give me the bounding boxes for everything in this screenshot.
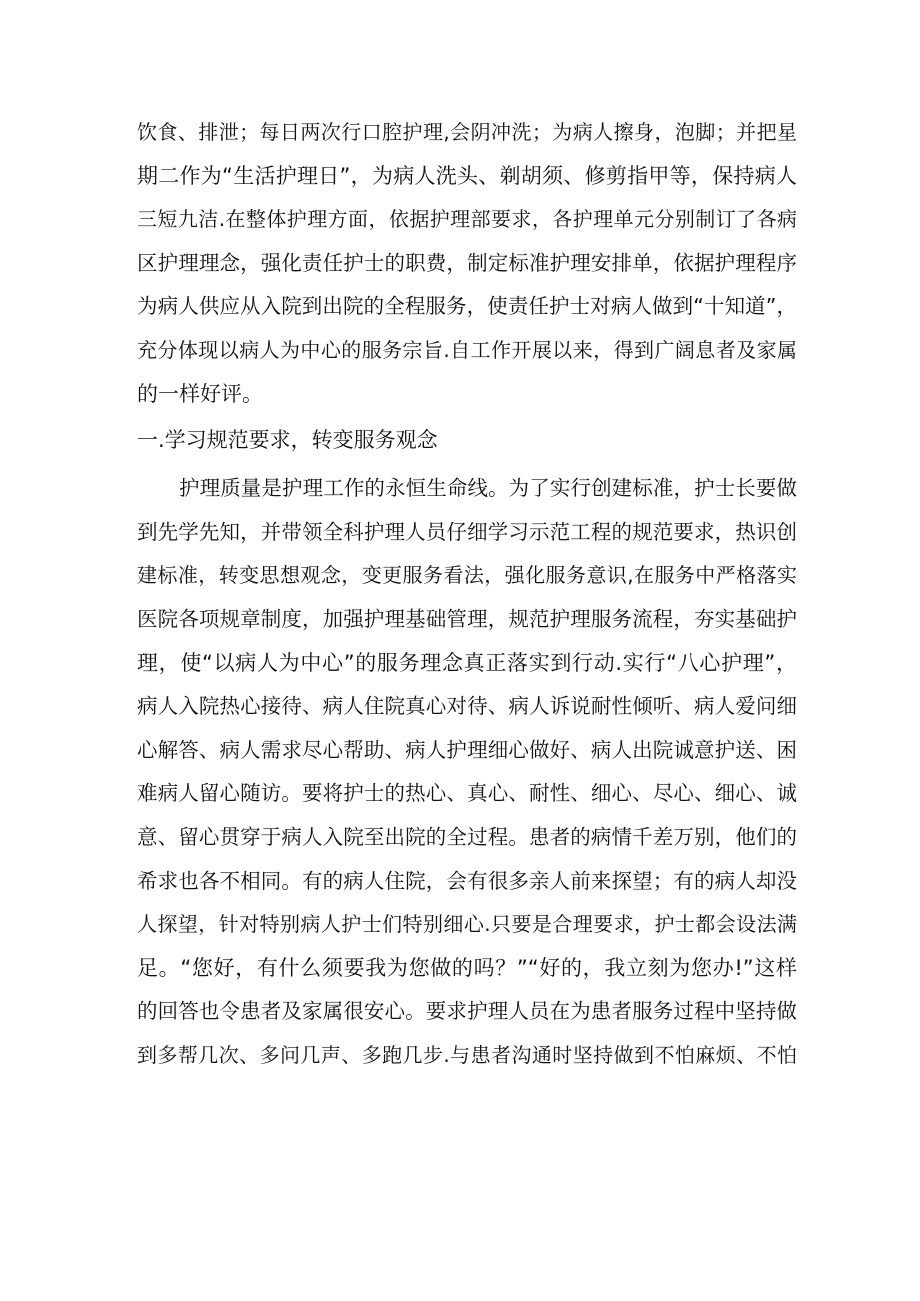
text-line: 医院各项规章制度，加强护理基础管理，规范护理服务流程，夯实基础护 — [137, 606, 797, 631]
paragraph-1 — [137, 111, 797, 416]
text-line: 的回答也令患者及家属很安心。要求护理人员在为患者服务过程中坚持做 — [137, 999, 797, 1024]
text-line: 建标准，转变思想观念，变更服务看法，强化服务意识,在服务中严格落实 — [137, 563, 797, 588]
text-line: 心解答、病人需求尽心帮助、病人护理细心做好、病人出院诚意护送、困 — [137, 737, 797, 762]
text-line: 饮食、排泄；每日两次行口腔护理,会阴冲洗；为病人擦身，泡脚；并把星 — [137, 120, 797, 144]
text-line: 期二作为“生活护理日”，为病人洗头、剃胡须、修剪指甲等，保持病人 — [137, 163, 797, 188]
text-line: 到先学先知，并带领全科护理人员仔细学习示范工程的规范要求，热识创 — [137, 519, 797, 544]
text-line: 充分体现以病人为中心的服务宗旨.自工作开展以来，得到广阔息者及家属 — [137, 337, 797, 362]
text-line: 足。“您好，有什么须要我为您做的吗？”“好的，我立刻为您办!”这样 — [137, 955, 797, 980]
text-line: 难病人留心随访。要将护士的热心、真心、耐性、细心、尽心、细心、诚 — [137, 781, 797, 806]
section-heading: 一.学习规范要求，转变服务观念 — [137, 428, 438, 453]
text-line: 三短九洁.在整体护理方面，依据护理部要求，各护理单元分别制订了各病 — [137, 207, 797, 232]
text-line: 病人入院热心接待、病人住院真心对待、病人诉说耐性倾听、病人爱问细 — [137, 694, 797, 719]
paragraph-2 — [137, 467, 797, 1077]
document-body — [137, 111, 797, 1077]
text-line: 区护理理念，强化责任护士的职费，制定标准护理安排单，依据护理程序 — [137, 250, 797, 275]
text-line: 为病人供应从入院到出院的全程服务，使责任护士对病人做到“十知道”， — [137, 294, 797, 319]
text-line: 意、留心贯穿于病人入院至出院的全过程。患者的病情千差万别，他们的 — [137, 824, 797, 849]
text-line: 理，使“以病人为中心”的服务理念真正落实到行动.实行“八心护理”， — [137, 650, 797, 675]
text-line: 护理质量是护理工作的永恒生命线。为了实行创建标准，护士长要做 — [179, 476, 797, 501]
text-line: 到多帮几次、多问几声、多跑几步.与患者沟通时坚持做到不怕麻烦、不怕 — [137, 1042, 797, 1067]
text-line: 人探望，针对特别病人护士们特别细心.只要是合理要求，护士都会设法满 — [137, 912, 797, 937]
text-line: 希求也各不相同。有的病人住院，会有很多亲人前来探望；有的病人却没 — [137, 868, 797, 893]
text-line: 的一样好评。 — [137, 381, 263, 406]
